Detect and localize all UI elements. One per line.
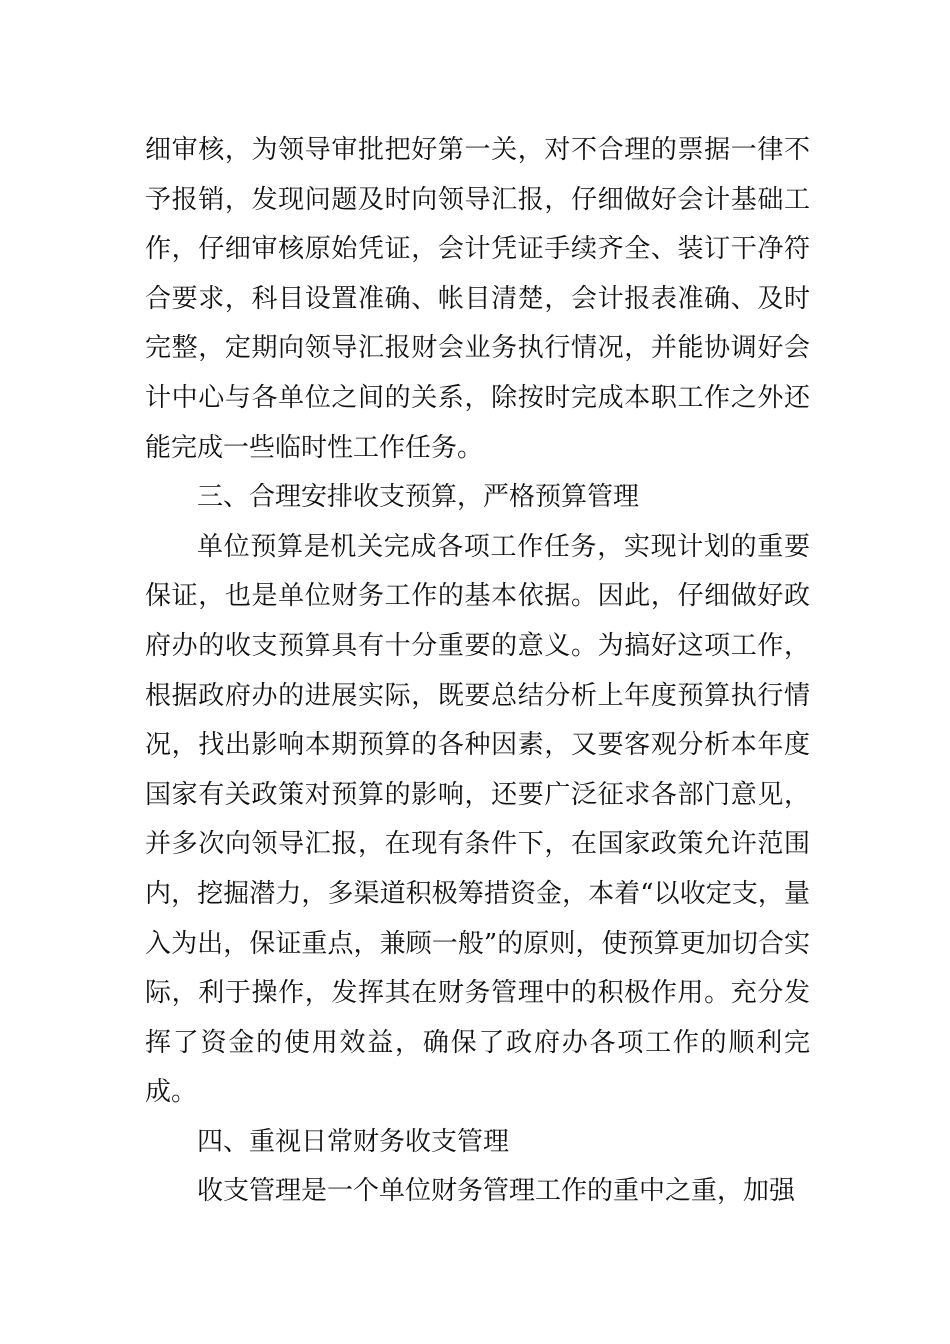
paragraph-budget: 单位预算是机关完成各项工作任务，实现计划的重要保证，也是单位财务工作的基本依据。因此，仔细做好政府办的收支预算具有十分重要的意义。为搞好这项工作，根据政府办的进展实际，既要总结分析上年度预算执行情况，找出影响本期预算的各种因素，又要客观分析本年度国家有关政策对预算的影响，还要广泛征求各部门意见，并多次向领导汇报，在现有条件下，在国家政策允许范围内，挖掘潜力，多渠道积极筹措资金，本着“以收定支，量入为出，保证重点，兼顾一般”的原则，使预算更加切合实际，利于操作，发挥其在财务管理中的积极作用。充分发挥了资金的使用效益，确保了政府办各项工作的顺利完成。 xyxy=(145,531,810,1108)
section-heading-4: 四、重视日常财务收支管理 xyxy=(197,1126,510,1157)
paragraph-income-expense: 收支管理是一个单位财务管理工作的重中之重，加强 xyxy=(197,1176,796,1207)
section-heading-3: 三、合理安排收支预算，严格预算管理 xyxy=(197,482,640,513)
paragraph-continuation: 细审核，为领导审批把好第一关，对不合理的票据一律不予报销，发现问题及时向领导汇报，仔细做好会计基础工作，仔细审核原始凭证，会计凭证手续齐全、装订干净符合要求，科目设置准确、帐目清楚，会计报表准确、及时完整，定期向领导汇报财会业务执行情况，并能协调好会计中心与各单位之间的关系，除按时完成本职工作之外还能完成一些临时性工作任务。 xyxy=(145,135,810,463)
document-body xyxy=(145,126,810,1217)
